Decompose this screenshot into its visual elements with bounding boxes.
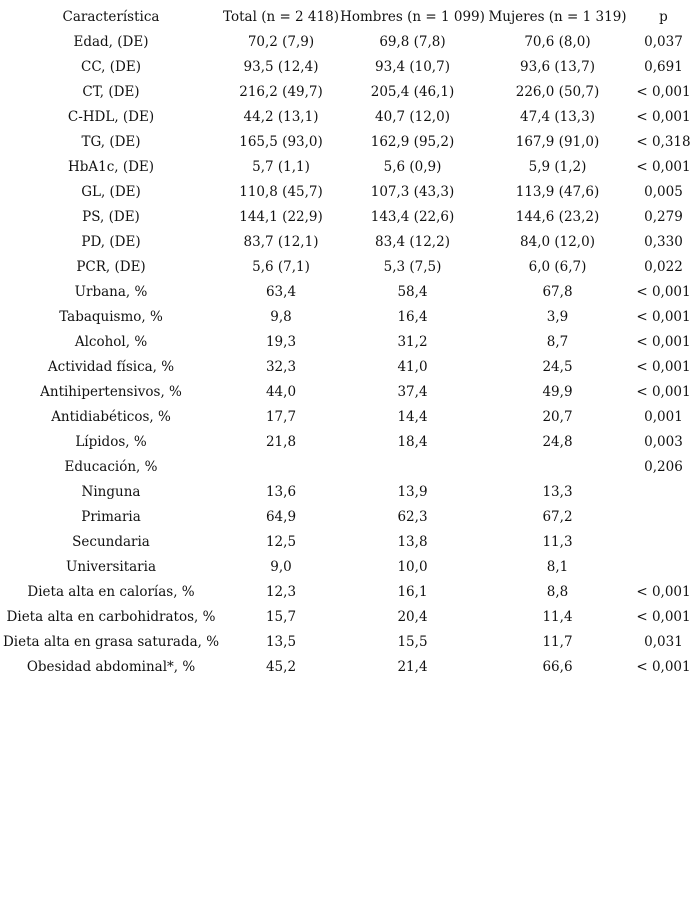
cell-total: 165,5 (93,0) bbox=[239, 134, 323, 150]
cell-caracteristica: Actividad física, % bbox=[47, 359, 175, 375]
cell-p-value: < 0,001 bbox=[636, 359, 691, 375]
cell-hombres: 41,0 bbox=[397, 359, 428, 375]
cell-caracteristica: Tabaquismo, % bbox=[59, 309, 163, 325]
cell-total: 21,8 bbox=[265, 434, 297, 450]
cell-mujeres: 47,4 (13,3) bbox=[520, 109, 595, 125]
cell-total: 44,2 (13,1) bbox=[243, 109, 319, 125]
cell-caracteristica: Alcohol, % bbox=[74, 334, 148, 350]
header-hombres: Hombres (n = 1 099) bbox=[340, 9, 485, 25]
cell-caracteristica: CC, (DE) bbox=[81, 59, 141, 75]
cell-mujeres: 24,5 bbox=[542, 359, 573, 375]
table-row bbox=[0, 80, 697, 105]
cell-total: 45,2 bbox=[265, 659, 297, 675]
cell-caracteristica: Primaria bbox=[81, 509, 141, 525]
cell-mujeres: 8,7 bbox=[546, 334, 569, 350]
cell-total bbox=[222, 455, 340, 480]
cell-p-value: < 0,001 bbox=[636, 109, 691, 125]
table-row bbox=[0, 155, 697, 180]
cell-p-value: < 0,001 bbox=[636, 659, 691, 675]
cell-caracteristica: Dieta alta en grasa saturada, % bbox=[2, 634, 220, 650]
cell-hombres: 40,7 (12,0) bbox=[375, 109, 450, 125]
table-row bbox=[0, 555, 697, 580]
cell-mujeres: 3,9 bbox=[546, 309, 569, 325]
cell-caracteristica: CT, (DE) bbox=[82, 84, 140, 100]
cell-mujeres: 11,7 bbox=[542, 634, 573, 650]
table-row bbox=[0, 180, 697, 205]
cell-total: 216,2 (49,7) bbox=[239, 84, 323, 100]
cell-p-value: < 0,001 bbox=[636, 309, 691, 325]
cell-caracteristica: Ninguna bbox=[81, 484, 141, 500]
cell-p-value: 0,279 bbox=[644, 209, 683, 225]
cell-caracteristica: Dieta alta en calorías, % bbox=[27, 584, 195, 600]
cell-hombres: 83,4 (12,2) bbox=[375, 234, 450, 250]
cell-hombres: 16,4 bbox=[397, 309, 428, 325]
cell-hombres: 37,4 bbox=[397, 384, 428, 400]
table-row bbox=[0, 530, 697, 555]
table-row bbox=[0, 305, 697, 330]
cell-p-value: 0,001 bbox=[644, 409, 683, 425]
table-row bbox=[0, 130, 697, 155]
cell-caracteristica: Educación, % bbox=[64, 459, 158, 475]
cell-hombres: 143,4 (22,6) bbox=[370, 209, 455, 225]
cell-caracteristica: Obesidad abdominal*, % bbox=[26, 659, 196, 675]
cell-hombres: 14,4 bbox=[397, 409, 428, 425]
cell-mujeres: 66,6 bbox=[542, 659, 573, 675]
table-row bbox=[0, 55, 697, 80]
cell-mujeres: 67,8 bbox=[542, 284, 573, 300]
cell-p-value: < 0,001 bbox=[636, 334, 691, 350]
cell-mujeres: 20,7 bbox=[542, 409, 573, 425]
cell-hombres: 58,4 bbox=[397, 284, 428, 300]
cell-mujeres: 11,4 bbox=[542, 609, 573, 625]
cell-hombres bbox=[340, 455, 485, 480]
header-row bbox=[0, 5, 697, 30]
cell-p-value bbox=[630, 480, 697, 505]
cell-caracteristica: Lípidos, % bbox=[75, 434, 147, 450]
cell-hombres: 13,8 bbox=[397, 534, 428, 550]
cell-total: 9,0 bbox=[270, 559, 292, 575]
cell-total: 5,7 (1,1) bbox=[252, 159, 310, 175]
cell-mujeres: 24,8 bbox=[542, 434, 573, 450]
cell-mujeres: 93,6 (13,7) bbox=[520, 59, 595, 75]
cell-hombres: 5,3 (7,5) bbox=[383, 259, 442, 275]
cell-mujeres: 144,6 (23,2) bbox=[515, 209, 600, 225]
cell-mujeres: 70,6 (8,0) bbox=[524, 34, 591, 50]
table-row bbox=[0, 630, 697, 655]
cell-mujeres: 113,9 (47,6) bbox=[515, 184, 600, 200]
cell-total: 13,5 bbox=[265, 634, 297, 650]
cell-caracteristica: PS, (DE) bbox=[82, 209, 140, 225]
cell-caracteristica: Antihipertensivos, % bbox=[40, 384, 182, 400]
cell-hombres: 10,0 bbox=[397, 559, 428, 575]
cell-p-value: < 0,001 bbox=[636, 584, 691, 600]
cell-hombres: 162,9 (95,2) bbox=[370, 134, 455, 150]
cell-caracteristica: Antidiabéticos, % bbox=[51, 409, 171, 425]
cell-hombres: 31,2 bbox=[397, 334, 428, 350]
cell-p-value: < 0,001 bbox=[636, 384, 691, 400]
cell-hombres: 62,3 bbox=[397, 509, 428, 525]
cell-mujeres: 49,9 bbox=[542, 384, 573, 400]
cell-mujeres: 8,8 bbox=[546, 584, 569, 600]
cell-caracteristica: Urbana, % bbox=[74, 284, 148, 300]
cell-hombres: 18,4 bbox=[397, 434, 428, 450]
cell-total: 93,5 (12,4) bbox=[243, 59, 319, 75]
table-row bbox=[0, 505, 697, 530]
table-row bbox=[0, 330, 697, 355]
cell-total: 70,2 (7,9) bbox=[247, 34, 315, 50]
table-row bbox=[0, 605, 697, 630]
cell-hombres: 15,5 bbox=[397, 634, 428, 650]
cell-total: 63,4 bbox=[265, 284, 297, 300]
cell-mujeres bbox=[485, 455, 630, 480]
cell-caracteristica: TG, (DE) bbox=[81, 134, 141, 150]
cell-hombres: 93,4 (10,7) bbox=[375, 59, 450, 75]
cell-caracteristica: Dieta alta en carbohidratos, % bbox=[6, 609, 216, 625]
cell-mujeres: 5,9 (1,2) bbox=[528, 159, 587, 175]
table-row bbox=[0, 480, 697, 505]
characteristics-table-container bbox=[0, 5, 697, 680]
cell-hombres: 205,4 (46,1) bbox=[370, 84, 455, 100]
cell-total: 83,7 (12,1) bbox=[243, 234, 319, 250]
cell-hombres: 13,9 bbox=[397, 484, 428, 500]
table-row bbox=[0, 230, 697, 255]
cell-p-value: 0,691 bbox=[644, 59, 683, 75]
cell-mujeres: 8,1 bbox=[546, 559, 569, 575]
cell-mujeres: 11,3 bbox=[542, 534, 573, 550]
cell-hombres: 21,4 bbox=[397, 659, 428, 675]
cell-p-value bbox=[630, 505, 697, 530]
cell-p-value: < 0,318 bbox=[636, 134, 691, 150]
cell-total: 110,8 (45,7) bbox=[239, 184, 323, 200]
table-row bbox=[0, 255, 697, 280]
characteristics-table bbox=[0, 5, 697, 680]
cell-p-value bbox=[630, 530, 697, 555]
cell-mujeres: 167,9 (91,0) bbox=[515, 134, 600, 150]
cell-caracteristica: PCR, (DE) bbox=[76, 259, 146, 275]
cell-total: 44,0 bbox=[265, 384, 297, 400]
cell-hombres: 20,4 bbox=[397, 609, 428, 625]
cell-p-value: < 0,001 bbox=[636, 284, 691, 300]
table-header bbox=[0, 5, 697, 30]
cell-p-value: 0,031 bbox=[644, 634, 683, 650]
cell-p-value: < 0,001 bbox=[636, 159, 691, 175]
cell-hombres: 69,8 (7,8) bbox=[379, 34, 446, 50]
cell-mujeres: 13,3 bbox=[542, 484, 573, 500]
cell-total: 5,6 (7,1) bbox=[252, 259, 310, 275]
header-p-value: p bbox=[659, 9, 668, 25]
cell-caracteristica: Universitaria bbox=[66, 559, 156, 575]
cell-p-value: 0,330 bbox=[644, 234, 683, 250]
cell-total: 32,3 bbox=[265, 359, 297, 375]
table-row bbox=[0, 430, 697, 455]
cell-p-value bbox=[630, 555, 697, 580]
cell-p-value: 0,005 bbox=[644, 184, 683, 200]
cell-total: 17,7 bbox=[265, 409, 297, 425]
table-row bbox=[0, 30, 697, 55]
cell-caracteristica: PD, (DE) bbox=[81, 234, 141, 250]
cell-caracteristica: C-HDL, (DE) bbox=[67, 109, 155, 125]
cell-p-value: 0,003 bbox=[644, 434, 683, 450]
cell-p-value: < 0,001 bbox=[636, 84, 691, 100]
cell-mujeres: 67,2 bbox=[542, 509, 573, 525]
cell-hombres: 16,1 bbox=[397, 584, 428, 600]
cell-p-value: 0,206 bbox=[644, 459, 683, 475]
table-row bbox=[0, 655, 697, 680]
cell-total: 9,8 bbox=[270, 309, 292, 325]
cell-caracteristica: Secundaria bbox=[72, 534, 150, 550]
cell-p-value: < 0,001 bbox=[636, 609, 691, 625]
cell-hombres: 5,6 (0,9) bbox=[383, 159, 442, 175]
cell-caracteristica: GL, (DE) bbox=[81, 184, 141, 200]
cell-total: 64,9 bbox=[265, 509, 297, 525]
cell-caracteristica: Edad, (DE) bbox=[73, 34, 149, 50]
header-mujeres: Mujeres (n = 1 319) bbox=[488, 9, 627, 25]
table-row bbox=[0, 455, 697, 480]
cell-mujeres: 84,0 (12,0) bbox=[520, 234, 595, 250]
table-row bbox=[0, 355, 697, 380]
cell-p-value: 0,022 bbox=[644, 259, 683, 275]
table-body bbox=[0, 30, 697, 680]
cell-total: 12,3 bbox=[265, 584, 297, 600]
cell-total: 19,3 bbox=[265, 334, 297, 350]
cell-total: 13,6 bbox=[265, 484, 297, 500]
header-total: Total (n = 2 418) bbox=[223, 9, 339, 25]
table-row bbox=[0, 280, 697, 305]
header-caracteristica: Característica bbox=[62, 9, 160, 25]
table-row bbox=[0, 205, 697, 230]
table-row bbox=[0, 380, 697, 405]
table-row bbox=[0, 405, 697, 430]
cell-caracteristica: HbA1c, (DE) bbox=[67, 159, 155, 175]
table-row bbox=[0, 105, 697, 130]
cell-total: 144,1 (22,9) bbox=[239, 209, 323, 225]
cell-p-value: 0,037 bbox=[644, 34, 683, 50]
cell-total: 15,7 bbox=[265, 609, 297, 625]
cell-total: 12,5 bbox=[265, 534, 297, 550]
cell-mujeres: 6,0 (6,7) bbox=[528, 259, 587, 275]
cell-mujeres: 226,0 (50,7) bbox=[515, 84, 600, 100]
table-row bbox=[0, 580, 697, 605]
cell-hombres: 107,3 (43,3) bbox=[370, 184, 455, 200]
